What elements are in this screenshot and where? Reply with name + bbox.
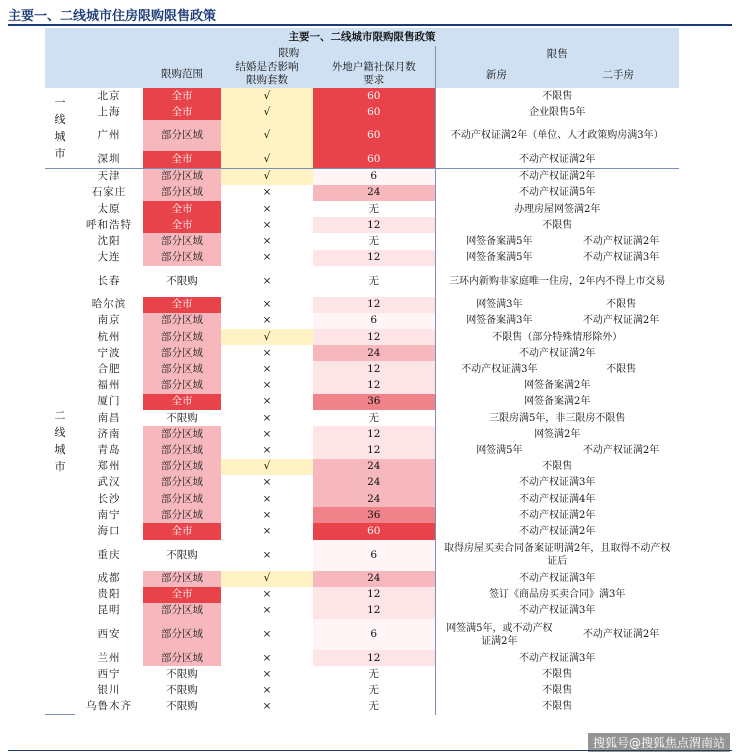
table-row <box>45 151 679 168</box>
scope-cell: 部分区域 <box>143 571 221 587</box>
watermark: 搜狐号@搜狐焦点渭南站 <box>588 733 730 752</box>
scope-cell: 部分区域 <box>143 313 221 329</box>
city-cell: 南昌 <box>97 411 121 424</box>
months-cell: 24 <box>313 571 435 587</box>
scope-cell: 部分区域 <box>143 507 221 523</box>
months-cell: 60 <box>313 523 435 539</box>
sale-cell <box>435 201 679 217</box>
sale-cell <box>435 361 679 377</box>
sale-second-text: 不限售 <box>606 364 637 376</box>
scope-cell: 部分区域 <box>143 329 221 345</box>
scope-cell: 部分区域 <box>143 426 221 442</box>
purchase-header: 限购 <box>143 46 435 60</box>
table-row <box>45 603 679 619</box>
city-cell: 青岛 <box>97 443 121 456</box>
sale-new-text: 网签满5年 <box>476 444 523 456</box>
scope-cell: 部分区域 <box>143 650 221 666</box>
marriage-header-line1: 结婚是否影响 <box>235 61 299 73</box>
city-cell: 广州 <box>97 129 121 142</box>
marriage-cell: × <box>221 507 313 523</box>
sale-text: 企业限售5年 <box>529 106 586 118</box>
sale-cell <box>435 297 679 313</box>
sale-text: 不动产权证满5年 <box>519 187 596 199</box>
marriage-cell: × <box>221 603 313 619</box>
marriage-header-line2: 限购套数 <box>246 74 288 86</box>
sale-cell <box>435 233 679 249</box>
city-cell: 深圳 <box>75 151 143 168</box>
table-row <box>45 507 679 523</box>
sale-text: 取得房屋买卖合同备案证明满2年，且取得不动产权证后 <box>444 543 671 567</box>
city-cell: 呼和浩特 <box>86 218 132 231</box>
months-cell: 12 <box>313 378 435 394</box>
months-cell: 24 <box>313 475 435 491</box>
scope-cell: 不限购 <box>143 266 221 297</box>
sale-text: 不限售 <box>542 685 573 697</box>
marriage-cell: × <box>221 297 313 313</box>
sale-new-text: 网签备案满3年 <box>466 315 533 327</box>
sale-cell <box>435 313 679 329</box>
table-row <box>45 571 679 587</box>
scope-cell: 部分区域 <box>143 603 221 619</box>
months-cell: 12 <box>313 250 435 266</box>
sale-text: 签订《商品房买卖合同》满3年 <box>489 589 626 601</box>
marriage-cell: × <box>221 217 313 233</box>
scope-cell: 全市 <box>143 523 221 539</box>
months-cell: 24 <box>313 459 435 475</box>
marriage-cell: × <box>221 313 313 329</box>
scope-cell: 全市 <box>143 587 221 603</box>
title-rule <box>8 24 732 26</box>
marriage-cell: × <box>221 491 313 507</box>
sale-cell <box>435 217 679 233</box>
sale-cell <box>435 104 679 120</box>
months-cell: 6 <box>313 313 435 329</box>
marriage-cell: √ <box>221 459 313 475</box>
sale-cell <box>435 120 679 151</box>
sale-cell <box>435 394 679 410</box>
scope-cell: 部分区域 <box>143 378 221 394</box>
scope-cell: 全市 <box>143 201 221 217</box>
sale-cell <box>435 151 679 168</box>
city-cell: 大连 <box>97 251 121 264</box>
city-cell: 南宁 <box>97 508 121 521</box>
city-cell: 天津 <box>97 170 121 183</box>
table-row <box>45 266 679 297</box>
sale-cell <box>435 345 679 361</box>
table-row <box>45 491 679 507</box>
sale-new-text: 网签备案满5年 <box>466 252 533 264</box>
scope-header: 限购范围 <box>143 60 221 88</box>
months-cell: 12 <box>313 650 435 666</box>
marriage-cell: × <box>221 378 313 394</box>
scope-cell: 部分区域 <box>143 185 221 201</box>
sale-cell <box>435 682 679 698</box>
city-cell: 济南 <box>97 427 121 440</box>
table-row <box>45 233 679 249</box>
table-row <box>45 313 679 329</box>
table-row <box>45 345 679 361</box>
marriage-cell: × <box>221 394 313 410</box>
table-row <box>45 378 679 394</box>
table-row <box>45 426 679 442</box>
table-row <box>45 650 679 666</box>
city-cell: 重庆 <box>97 548 121 561</box>
city-cell: 石家庄 <box>91 186 127 199</box>
scope-cell: 全市 <box>143 88 221 104</box>
table-header <box>45 28 679 88</box>
months-cell: 12 <box>313 442 435 458</box>
sale-text: 不限售 <box>542 219 573 231</box>
marriage-cell: √ <box>221 88 313 104</box>
marriage-cell: × <box>221 475 313 491</box>
months-cell: 60 <box>313 88 435 104</box>
scope-cell: 部分区域 <box>143 475 221 491</box>
policy-table <box>45 28 679 715</box>
sale-cell <box>435 475 679 491</box>
marriage-cell: × <box>221 650 313 666</box>
sale-cell <box>435 250 679 266</box>
months-cell: 12 <box>313 297 435 313</box>
city-cell: 长沙 <box>97 492 121 505</box>
marriage-cell: × <box>221 266 313 297</box>
months-cell: 12 <box>313 361 435 377</box>
marriage-cell: × <box>221 682 313 698</box>
table-row <box>45 619 679 650</box>
table-row <box>45 540 679 571</box>
scope-cell: 部分区域 <box>143 459 221 475</box>
marriage-cell: √ <box>221 571 313 587</box>
table-body <box>45 88 679 715</box>
sale-cell <box>435 426 679 442</box>
marriage-cell: √ <box>221 151 313 168</box>
table-row <box>45 666 679 682</box>
marriage-cell: × <box>221 540 313 571</box>
city-cell: 成都 <box>97 572 121 585</box>
sale-cell <box>435 587 679 603</box>
sale-text: 不限售 <box>542 461 573 473</box>
months-cell: 无 <box>313 266 435 297</box>
table-row <box>45 88 679 104</box>
sale-text: 不动产权证满2年 <box>519 525 596 537</box>
table-row <box>45 201 679 217</box>
city-cell: 昆明 <box>97 604 121 617</box>
city-cell: 西安 <box>97 628 121 641</box>
marriage-cell: × <box>221 426 313 442</box>
city-cell: 乌鲁木齐 <box>86 700 132 713</box>
months-cell: 无 <box>313 666 435 682</box>
sale-cell <box>435 571 679 587</box>
sale-text: 网签备案满2年 <box>524 380 591 392</box>
sale-cell <box>435 603 679 619</box>
months-cell: 12 <box>313 426 435 442</box>
months-cell: 60 <box>313 120 435 151</box>
sale-new-text: 网签备案满5年 <box>466 235 533 247</box>
sale-second-text: 不动产权证满2年 <box>582 444 660 456</box>
sale-text: 不限售 <box>542 701 573 713</box>
marriage-cell: √ <box>221 104 313 120</box>
scope-cell: 部分区域 <box>143 361 221 377</box>
table-row <box>45 699 679 715</box>
sale-cell <box>435 410 679 426</box>
sale-second-text: 不动产权证满2年 <box>582 235 660 247</box>
city-cell: 太原 <box>97 202 121 215</box>
sale-cell <box>435 378 679 394</box>
sale-text: 三环内新购非家庭唯一住房，2年内不得上市交易 <box>449 275 666 287</box>
sale-cell <box>435 88 679 104</box>
scope-cell: 部分区域 <box>143 168 221 185</box>
sale-text: 不动产权证满3年 <box>519 477 596 489</box>
sale-text: 不动产权证满2年 <box>519 347 596 359</box>
sale-text: 网签满2年 <box>534 428 581 440</box>
sale-text: 不动产权证满3年 <box>519 605 596 617</box>
marriage-cell: × <box>221 699 313 715</box>
months-cell: 36 <box>313 394 435 410</box>
sale-text: 不限售（部分特殊情形除外） <box>492 331 623 343</box>
sale-cell <box>435 266 679 297</box>
months-cell: 无 <box>313 410 435 426</box>
months-cell: 无 <box>313 682 435 698</box>
group-tier2 <box>45 168 75 715</box>
months-cell: 60 <box>313 151 435 168</box>
sale-new-text: 不动产权证满3年 <box>461 364 538 376</box>
marriage-cell: × <box>221 361 313 377</box>
sale-cell <box>435 459 679 475</box>
months-cell: 6 <box>313 168 435 185</box>
months-cell: 60 <box>313 104 435 120</box>
sale-text: 不动产权证满3年 <box>519 652 596 664</box>
city-cell: 上海 <box>97 105 121 118</box>
marriage-cell: × <box>221 619 313 650</box>
table-row <box>45 682 679 698</box>
city-cell: 兰州 <box>97 651 121 664</box>
months-cell: 无 <box>313 201 435 217</box>
months-cell: 12 <box>313 217 435 233</box>
sale-second-text: 不动产权证满2年 <box>582 315 660 327</box>
months-cell: 无 <box>313 233 435 249</box>
sale-new-text: 网签满3年 <box>476 299 523 311</box>
sale-cell <box>435 442 679 458</box>
marriage-cell: √ <box>221 329 313 345</box>
city-cell: 海口 <box>97 524 121 537</box>
months-cell: 24 <box>313 491 435 507</box>
sale-text: 办理房屋网签满2年 <box>514 203 601 215</box>
table-row <box>45 410 679 426</box>
sale-text: 不动产权证满4年 <box>519 493 596 505</box>
city-cell: 北京 <box>97 89 121 102</box>
sale-second-text: 不动产权证满2年 <box>582 629 660 641</box>
sale-cell <box>435 540 679 571</box>
table-row <box>45 394 679 410</box>
table-row <box>45 442 679 458</box>
table-row <box>45 168 679 185</box>
sale-header: 限售 <box>546 48 568 60</box>
table-row <box>45 475 679 491</box>
months-cell: 12 <box>313 603 435 619</box>
scope-cell: 全市 <box>143 104 221 120</box>
scope-cell: 部分区域 <box>143 619 221 650</box>
city-cell: 杭州 <box>97 330 121 343</box>
city-cell: 合肥 <box>97 363 121 376</box>
sale-cell <box>435 523 679 539</box>
sale-header-cell <box>435 46 679 88</box>
marriage-cell: × <box>221 587 313 603</box>
table-row <box>45 523 679 539</box>
scope-cell: 部分区域 <box>143 345 221 361</box>
sale-cell <box>435 491 679 507</box>
new-house-header: 新房 <box>485 69 507 81</box>
table-row <box>45 185 679 201</box>
scope-cell: 不限购 <box>143 410 221 426</box>
sale-text: 不限售 <box>542 90 573 102</box>
marriage-cell: × <box>221 410 313 426</box>
sale-second-text: 不动产权证满3年 <box>582 252 660 264</box>
sale-text: 三限房满5年，非三限房不限售 <box>489 412 626 424</box>
scope-cell: 部分区域 <box>143 120 221 151</box>
scope-cell: 全市 <box>143 217 221 233</box>
scope-cell: 不限购 <box>143 699 221 715</box>
city-cell: 沈阳 <box>97 234 121 247</box>
scope-cell: 不限购 <box>143 666 221 682</box>
marriage-cell: × <box>221 233 313 249</box>
months-header <box>313 60 435 88</box>
group-label: 二线城市 <box>54 409 66 474</box>
scope-cell: 部分区域 <box>143 250 221 266</box>
marriage-cell: × <box>221 345 313 361</box>
marriage-cell: × <box>221 442 313 458</box>
table-row <box>45 297 679 313</box>
city-cell: 厦门 <box>97 395 121 408</box>
table-row <box>45 120 679 151</box>
sale-text: 不动产权证满3年 <box>519 573 596 585</box>
table-row <box>45 329 679 345</box>
sale-text: 不限售 <box>542 668 573 680</box>
sale-text: 不动产权证满2年（单位、人才政策购房满3年） <box>450 130 664 142</box>
table-row <box>45 361 679 377</box>
scope-cell: 不限购 <box>143 682 221 698</box>
months-cell: 6 <box>313 619 435 650</box>
months-cell: 无 <box>313 699 435 715</box>
city-cell: 郑州 <box>97 460 121 473</box>
months-cell: 36 <box>313 507 435 523</box>
marriage-cell: × <box>221 201 313 217</box>
second-house-header: 二手房 <box>602 69 634 81</box>
sale-cell <box>435 507 679 523</box>
marriage-cell: × <box>221 185 313 201</box>
city-cell: 贵阳 <box>97 588 121 601</box>
scope-cell: 全市 <box>143 151 221 168</box>
table-title: 主要一、二线城市限购限售政策 <box>45 28 679 46</box>
sale-cell <box>435 168 679 185</box>
table-row <box>45 104 679 120</box>
scope-cell: 全市 <box>143 394 221 410</box>
months-cell: 24 <box>313 185 435 201</box>
months-header-line2: 要求 <box>363 74 385 86</box>
marriage-cell: × <box>221 666 313 682</box>
city-cell: 福州 <box>97 379 121 392</box>
scope-cell: 部分区域 <box>143 491 221 507</box>
table-row <box>45 250 679 266</box>
table-row <box>45 217 679 233</box>
city-cell: 宁波 <box>97 346 121 359</box>
months-cell: 6 <box>313 540 435 571</box>
scope-cell: 部分区域 <box>143 442 221 458</box>
table-row <box>45 459 679 475</box>
city-cell: 西宁 <box>97 667 121 680</box>
sale-cell <box>435 329 679 345</box>
city-cell: 武汉 <box>97 476 121 489</box>
city-cell: 银川 <box>97 684 121 697</box>
city-cell: 南京 <box>97 314 121 327</box>
sale-cell <box>435 619 679 650</box>
sale-text: 不动产权证满2年 <box>519 153 596 165</box>
sale-text: 网签备案满2年 <box>524 396 591 408</box>
scope-cell: 部分区域 <box>143 233 221 249</box>
sale-cell <box>435 666 679 682</box>
sale-text: 不动产权证满2年 <box>519 171 596 183</box>
sale-new-text: 网签满5年，或不动产权证满2年 <box>446 622 553 647</box>
group-label: 一线城市 <box>54 95 66 160</box>
sale-cell <box>435 699 679 715</box>
sale-second-text: 不限售 <box>606 299 637 311</box>
months-cell: 12 <box>313 587 435 603</box>
group-tier1 <box>45 88 75 168</box>
scope-cell: 全市 <box>143 297 221 313</box>
marriage-cell: √ <box>221 168 313 185</box>
months-cell: 12 <box>313 329 435 345</box>
months-cell: 24 <box>313 345 435 361</box>
city-cell: 哈尔滨 <box>91 298 127 311</box>
scope-cell: 不限购 <box>143 540 221 571</box>
page-title: 主要一、二线城市住房限购限售政策 <box>8 9 217 24</box>
months-header-line1: 外地户籍社保月数 <box>331 61 416 73</box>
city-cell: 长春 <box>97 274 121 287</box>
marriage-cell: × <box>221 523 313 539</box>
marriage-header <box>221 60 313 88</box>
table-row <box>45 587 679 603</box>
sale-cell <box>435 185 679 201</box>
sale-cell <box>435 650 679 666</box>
sale-text: 不动产权证满2年 <box>519 509 596 521</box>
marriage-cell: × <box>221 250 313 266</box>
marriage-cell: √ <box>221 120 313 151</box>
